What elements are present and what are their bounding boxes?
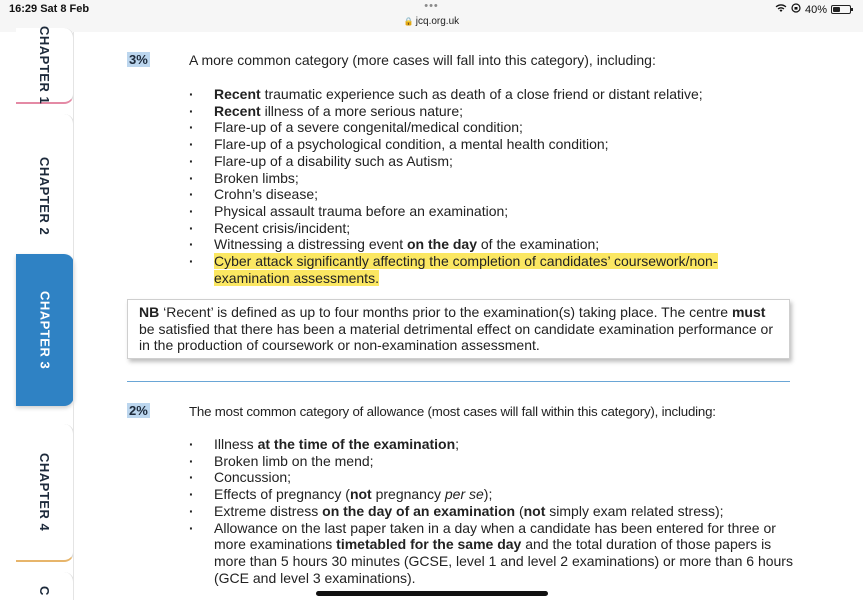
url-bar[interactable] — [0, 16, 863, 27]
list-item: · Recent crisis/incident; — [189, 220, 789, 237]
list-item: · Recent illness of a more serious nature; — [189, 103, 789, 120]
section-3-intro: A more common category (more cases will fall into this category), including: — [189, 52, 656, 68]
list-item: · Allowance on the last paper taken in a day when a candidate has been entered for three or more examinations timetabled for the same day and the total duration of those papers is more than 5 hours 30 minutes (GCSE, level 1 and level 2 examinations) or more than 6 hours (GCE and level 3 examinations). — [189, 520, 797, 587]
list-item: · Flare-up of a severe congenital/medical condition; — [189, 119, 789, 136]
percent-badge-2: 2% — [129, 403, 148, 418]
time-text: 16:29 — [9, 3, 38, 15]
list-item: · Extreme distress on the day of an examination (not simply exam related stress); — [189, 503, 797, 520]
tab-dots[interactable]: ••• — [424, 0, 439, 12]
list-item: · Illness at the time of the examination; — [189, 436, 797, 453]
highlighted-text: Cyber attack significantly affecting the completion of candidates’ coursework/non-examination assessments. — [214, 253, 718, 286]
orientation-lock-icon — [791, 3, 801, 16]
tab-label: C — [37, 586, 52, 596]
list-item: · Concussion; — [189, 469, 797, 486]
list-item: · Flare-up of a disability such as Autism; — [189, 153, 789, 170]
tab-label: CHAPTER 1 — [37, 25, 52, 105]
list-item: · Crohn’s disease; — [189, 186, 789, 203]
page-edge — [73, 32, 74, 600]
tab-chapter-1[interactable] — [16, 25, 74, 105]
tab-label: CHAPTER 2 — [37, 156, 52, 236]
status-bar — [0, 0, 863, 32]
tab-label: CHAPTER 3 — [37, 290, 53, 370]
percent-badge-3: 3% — [129, 52, 148, 67]
url-text: jcq.org.uk — [415, 16, 460, 27]
list-item: · Effects of pregnancy (not pregnancy per se); — [189, 486, 797, 503]
tab-chapter-3[interactable] — [16, 254, 74, 406]
section-3-list — [189, 86, 789, 286]
lock-icon: 🔒 — [403, 17, 414, 26]
tab-chapter-5[interactable] — [16, 572, 74, 600]
battery-icon — [831, 5, 851, 14]
tab-chapter-4[interactable] — [16, 424, 74, 562]
list-item-highlighted — [189, 253, 789, 286]
tab-label: CHAPTER 4 — [37, 452, 52, 532]
section-2-intro: The most common category of allowance (most cases will fall within this category), including: — [189, 404, 716, 419]
section-divider — [127, 381, 790, 382]
list-item: · Witnessing a distressing event on the day of the examination; — [189, 236, 789, 253]
list-item: · Flare-up of a psychological condition, a mental health condition; — [189, 136, 789, 153]
chapter-tabs — [0, 25, 80, 600]
list-item: · Broken limbs; — [189, 170, 789, 187]
list-item: · Broken limb on the mend; — [189, 453, 797, 470]
status-indicators — [775, 3, 851, 16]
list-item: · Physical assault trauma before an examination; — [189, 203, 789, 220]
list-item: · Recent traumatic experience such as death of a close friend or distant relative; — [189, 86, 789, 103]
battery-percent: 40% — [804, 3, 827, 16]
nb-note-box: NB ‘Recent’ is defined as up to four months prior to the examination(s) taking place. The centre must be satisfied that there has been a material detrimental effect on candidate examination performance or in the production of coursework or non-examination assessment. — [127, 299, 790, 359]
date-text: Sat 8 Feb — [40, 3, 90, 15]
section-2-list — [189, 436, 797, 586]
wifi-icon — [775, 3, 787, 16]
home-indicator[interactable] — [316, 591, 548, 596]
